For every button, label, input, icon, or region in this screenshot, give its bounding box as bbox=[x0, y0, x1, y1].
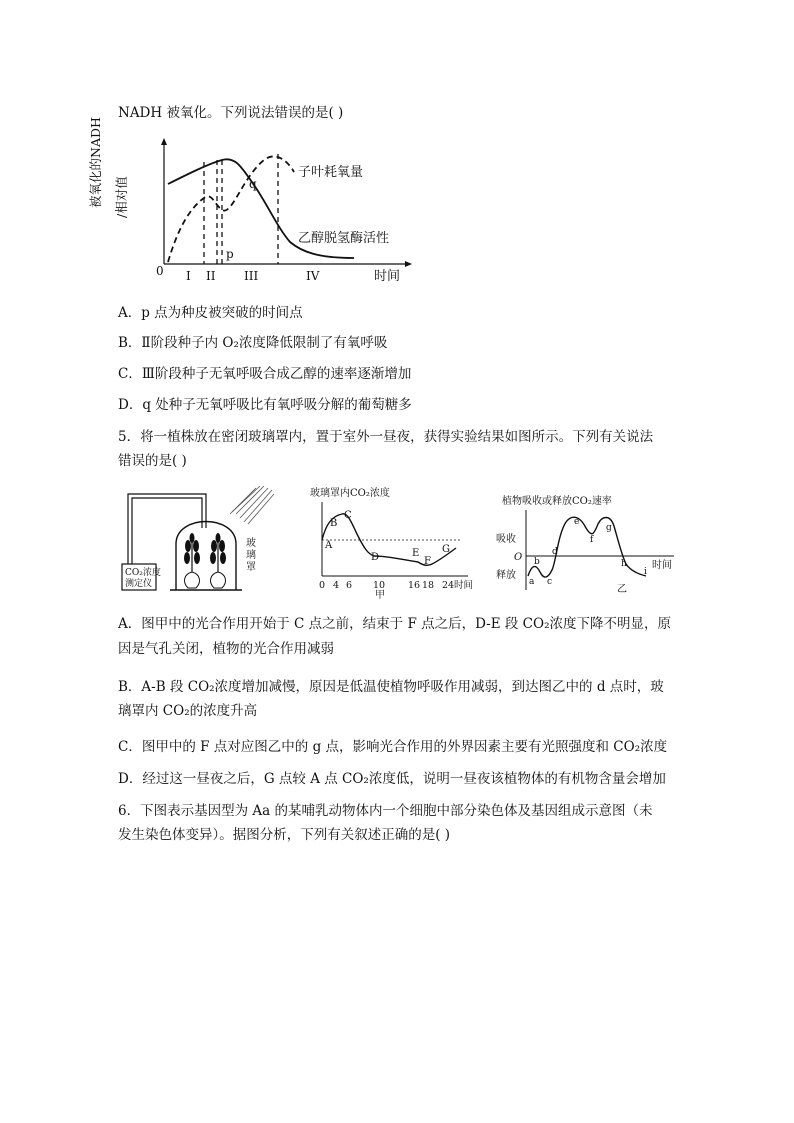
jia-title: 玻璃罩内CO₂浓度 bbox=[310, 488, 390, 499]
plant-2 bbox=[210, 533, 226, 588]
jia-point-c: C bbox=[344, 510, 352, 521]
cover-label-3: 罩 bbox=[246, 562, 256, 573]
q6-stem-2: 发生染色体变异）。据图分析，下列有关叙述正确的是( ) bbox=[118, 827, 451, 843]
yi-absorb: 吸收 bbox=[496, 534, 516, 545]
jia-curve bbox=[322, 514, 456, 566]
cover-label-1: 玻 bbox=[246, 538, 256, 549]
yi-point-a: a bbox=[529, 577, 535, 587]
jia-point-e: E bbox=[412, 548, 420, 559]
jia-tick-24: 24 bbox=[442, 580, 455, 591]
q4-origin: 0 bbox=[156, 264, 164, 278]
yi-point-h: h bbox=[621, 559, 627, 569]
q5-chart-jia bbox=[308, 484, 478, 600]
jia-caption: 甲 bbox=[375, 590, 385, 601]
q4-option-c: C．Ⅲ阶段种子无氧呼吸合成乙醇的速率逐渐增加 bbox=[118, 366, 412, 382]
plant-1 bbox=[184, 533, 200, 588]
q4-stage-1: I bbox=[186, 269, 191, 283]
q4-curve1-label: 子叶耗氧量 bbox=[298, 165, 364, 180]
yi-point-d: d bbox=[552, 547, 558, 557]
q4-figure bbox=[88, 117, 418, 288]
q4-stage-2: II bbox=[206, 269, 216, 283]
jia-xlabel: 时间 bbox=[454, 580, 474, 591]
yi-title: 植物吸收或释放CO₂速率 bbox=[502, 496, 612, 507]
q4-x-arrow bbox=[405, 261, 412, 267]
yi-origin: O bbox=[514, 552, 523, 563]
yi-point-i: i bbox=[644, 567, 647, 577]
q4-ylabel-2: /相对值 bbox=[114, 176, 129, 218]
yi-point-c: c bbox=[547, 577, 553, 587]
jia-point-d: D bbox=[371, 552, 380, 563]
q4-option-d: D．q 处种子无氧呼吸比有氧呼吸分解的葡萄糖多 bbox=[118, 397, 412, 413]
q4-point-q: q bbox=[249, 177, 257, 191]
sensor-label-2: 测定仪 bbox=[125, 579, 153, 589]
q5-option-a-line2: 因是气孔关闭，植物的光合作用减弱 bbox=[118, 641, 334, 657]
q4-ylabel-1: 被氧化的NADH bbox=[88, 117, 103, 208]
jia-point-b: B bbox=[330, 518, 338, 529]
q5-chart-yi bbox=[494, 494, 680, 598]
yi-caption: 乙 bbox=[617, 584, 627, 595]
cover-label-2: 璃 bbox=[246, 550, 256, 561]
q5-stem-1: 5．将一植株放在密闭玻璃罩内，置于室外一昼夜，获得实验结果如图所示。下列有关说法 bbox=[118, 429, 654, 445]
jia-tick-16: 16 bbox=[408, 580, 421, 591]
q4-xlabel: 时间 bbox=[374, 269, 401, 284]
yi-point-f: f bbox=[590, 535, 594, 545]
q6-stem-1: 6．下图表示基因型为 Aa 的某哺乳动物体内一个细胞中部分染色体及基因组成示意图（未 bbox=[118, 803, 653, 819]
jia-tick-18: 18 bbox=[422, 580, 435, 591]
yi-point-g: g bbox=[606, 523, 612, 533]
q5-option-b-line1: B．A-B 段 CO₂浓度增加减慢，原因是低温使植物呼吸作用减弱，到达图乙中的 d 点时，玻 bbox=[118, 679, 664, 695]
q4-y-arrow bbox=[161, 138, 167, 145]
jia-point-g: G bbox=[442, 544, 450, 555]
q5-option-c: C．图甲中的 F 点对应图乙中的 g 点，影响光合作用的外界因素主要有光照强度和 CO₂浓度 bbox=[118, 739, 668, 755]
yi-release: 释放 bbox=[496, 570, 516, 581]
jia-point-a: A bbox=[325, 540, 333, 551]
jia-point-f: F bbox=[424, 556, 431, 567]
q5-option-a-line1: A．图甲中的光合作用开始于 C 点之前，结束于 F 点之后，D-E 段 CO₂浓度下降不明显，原 bbox=[118, 616, 671, 632]
yi-curve bbox=[528, 517, 646, 577]
q5-option-b-line2: 璃罩内 CO₂的浓度升高 bbox=[118, 703, 258, 719]
q4-point-p: p bbox=[226, 247, 234, 261]
jia-tick-6: 6 bbox=[346, 580, 353, 591]
q5-stem-2: 错误的是( ) bbox=[118, 453, 187, 469]
jia-tick-10: 10 bbox=[373, 580, 386, 591]
yi-point-b: b bbox=[534, 557, 540, 567]
sunlight-rays bbox=[230, 486, 274, 524]
jia-tick-0: 0 bbox=[319, 580, 326, 591]
q5-option-d: D．经过这一昼夜之后，G 点较 A 点 CO₂浓度低，说明一昼夜该植物体的有机物含量会增加 bbox=[118, 771, 666, 787]
jia-tick-4: 4 bbox=[333, 580, 340, 591]
q4-option-a: A．p 点为种皮被突破的时间点 bbox=[118, 305, 303, 321]
sensor-label-1: CO₂浓度 bbox=[125, 568, 161, 578]
yi-point-e: e bbox=[574, 517, 580, 527]
q4-stage-4: IV bbox=[306, 269, 320, 283]
q4-stage-3: III bbox=[244, 269, 259, 283]
q4-curve2-label: 乙醇脱氢酶活性 bbox=[298, 231, 390, 246]
yi-xlabel: 时间 bbox=[652, 560, 672, 571]
q4-option-b: B．Ⅱ阶段种子内 O₂浓度降低限制了有氧呼吸 bbox=[118, 335, 388, 351]
q4-intro: NADH 被氧化。下列说法错误的是( ) bbox=[118, 105, 344, 121]
q5-apparatus bbox=[118, 484, 278, 594]
